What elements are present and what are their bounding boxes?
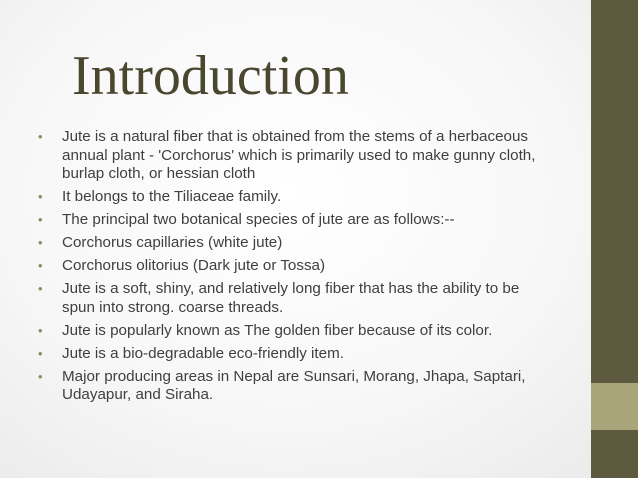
bullet-dot-icon: • <box>38 129 43 144</box>
bullet-dot-icon: • <box>38 281 43 296</box>
bullet-text: Jute is a bio-degradable eco-friendly item. <box>62 344 344 362</box>
bullet-dot-icon: • <box>38 322 43 338</box>
bullet-text: Jute is popularly known as The golden fiber because of its color. <box>62 321 493 339</box>
bullet-item <box>38 211 548 230</box>
slide-title: Introduction <box>72 45 349 107</box>
bullet-item <box>38 368 548 405</box>
bullet-item <box>38 234 548 253</box>
side-accent-block <box>591 383 638 430</box>
bullet-text: Jute is a soft, shiny, and relatively long fiber that has the ability to be spun into strong. coarse threads. <box>62 280 520 316</box>
bullet-list <box>38 128 548 409</box>
bullet-text: Corchorus capillaries (white jute) <box>62 234 283 251</box>
bullet-dot-icon: • <box>38 345 43 361</box>
bullet-text: The principal two botanical species of jute are as follows:-- <box>62 211 455 228</box>
bullet-text: Jute is a natural fiber that is obtained from the stems of a herbaceous annual plant - 'Corchorus' which is primarily used to make gunny cloth, burlap cloth, or hessian cloth <box>62 128 536 182</box>
bullet-item <box>38 188 548 207</box>
bullet-item <box>38 128 548 184</box>
bullet-dot-icon: • <box>38 189 43 204</box>
bullet-dot-icon: • <box>38 235 43 250</box>
bullet-text: Corchorus olitorius (Dark jute or Tossa) <box>62 257 326 274</box>
bullet-item <box>38 257 548 276</box>
bullet-text: Major producing areas in Nepal are Sunsari, Morang, Jhapa, Saptari, Udayapur, and Siraha. <box>62 367 526 403</box>
bullet-dot-icon: • <box>38 368 43 384</box>
bullet-dot-icon: • <box>38 258 43 273</box>
bullet-item <box>38 280 548 317</box>
bullet-dot-icon: • <box>38 212 43 227</box>
bullet-item <box>38 345 548 364</box>
bullet-item <box>38 322 548 341</box>
bullet-text: It belongs to the Tiliaceae family. <box>62 188 282 205</box>
